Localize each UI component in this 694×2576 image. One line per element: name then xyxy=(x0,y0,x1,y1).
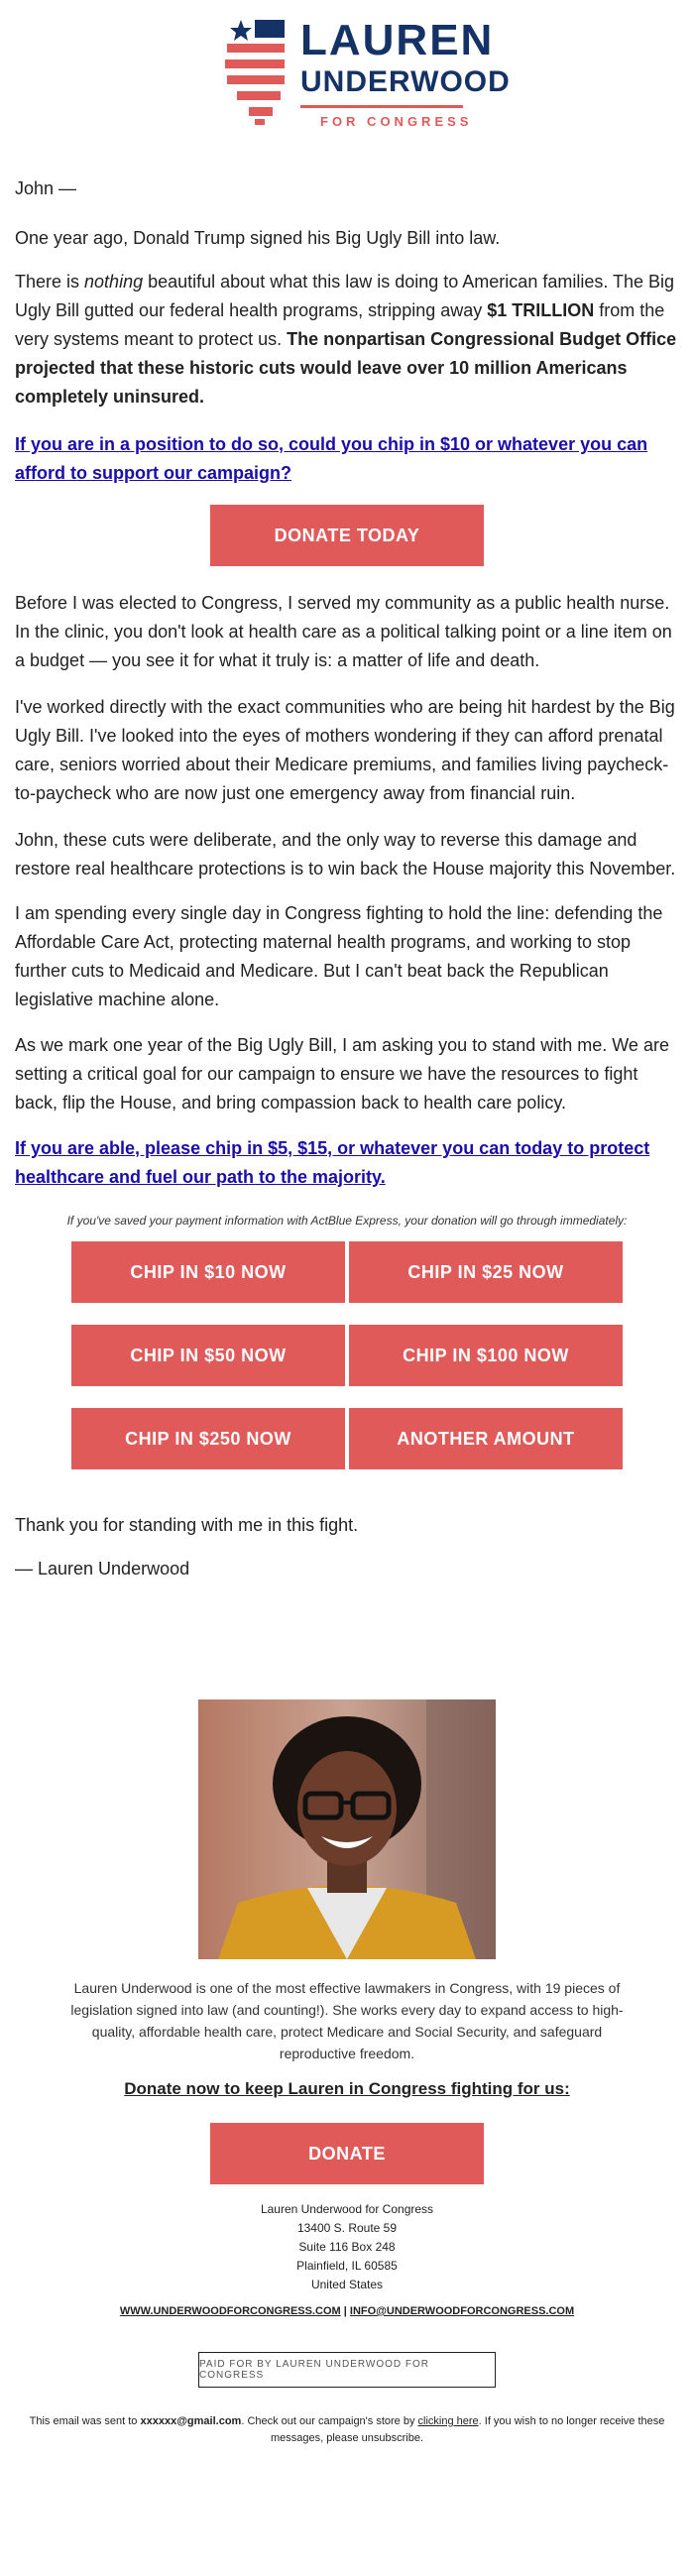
chip-50-button[interactable]: CHIP IN $50 NOW xyxy=(71,1325,345,1386)
fine-print xyxy=(25,2413,669,2447)
p2-bold-trillion: $1 TRILLION xyxy=(487,300,595,320)
candidate-bio: Lauren Underwood is one of the most effective lawmakers in Congress, with 19 pieces of legislation signed into law (and counting!). She works every day to expand access to high-quality, affordable health care, protect Medicare and Social Security, and safeguard reproductive freedom. xyxy=(70,1980,624,2061)
logo-divider xyxy=(300,105,463,108)
address-line: Suite 116 Box 248 xyxy=(298,2240,396,2254)
logo-wordmark xyxy=(300,16,511,129)
footer-links xyxy=(0,2305,694,2317)
paragraph-3: Before I was elected to Congress, I served my community as a public health nurse. In the clinic, you don't look at health care as a political talking point or a line item on a budget — you see it for what it truly is: a matter of life and death. xyxy=(15,593,672,670)
logo-for-congress: FOR CONGRESS xyxy=(320,114,473,129)
paragraph-4: I've worked directly with the exact communities who are being hit hardest by the Big Ugly Bill. I've looked into the eyes of mothers wondering if they can afford prenatal care, seniors worried about their Medicare premiums, and families living paycheck-to-paycheck who are now just one emergency away from financial ruin. xyxy=(15,697,675,803)
fine-text-b: . Check out our campaign's store by xyxy=(241,2415,418,2427)
paragraph-6: I am spending every single day in Congress fighting to hold the line: defending the Affordable Care Act, protecting maternal health programs, and working to stop further cuts to Medicaid and Medicare. But I can't beat back the Republican legislative machine alone. xyxy=(15,903,663,1009)
p2-text-c: from the very systems meant to protect us. xyxy=(15,300,665,349)
campaign-logo xyxy=(223,16,511,129)
thanks-line: Thank you for standing with me in this fight. xyxy=(15,1515,359,1535)
candidate-portrait-image xyxy=(198,1699,496,1959)
address-line: United States xyxy=(310,2278,384,2291)
chip-100-button[interactable]: CHIP IN $100 NOW xyxy=(349,1325,623,1386)
logo-lauren: LAUREN xyxy=(300,16,495,64)
p2-emphasis: nothing xyxy=(84,272,144,292)
paid-for-disclaimer: PAID FOR BY LAUREN UNDERWOOD FOR CONGRESS xyxy=(198,2352,496,2388)
fine-text-c: . If you wish to no longer receive these messages, please unsubscribe. xyxy=(270,2415,665,2444)
candidate-photo xyxy=(198,1699,496,1959)
paragraph-1: One year ago, Donald Trump signed his Big Ugly Bill into law. xyxy=(15,228,501,248)
logo-underwood: UNDERWOOD xyxy=(300,65,511,98)
recipient-email: xxxxxx@gmail.com xyxy=(140,2415,242,2427)
website-link[interactable]: WWW.UNDERWOODFORCONGRESS.COM xyxy=(119,2305,341,2317)
paragraph-5: John, these cuts were deliberate, and the only way to reverse this damage and restore real healthcare protections is to win back the House majority this November. xyxy=(15,830,676,878)
actblue-express-note: If you've saved your payment information with ActBlue Express, your donation will go through immediately: xyxy=(66,1214,628,1228)
address-line: Lauren Underwood for Congress xyxy=(260,2202,434,2216)
p2-bold-cbo: The nonpartisan Congressional Budget Office projected that these historic cuts would leave over 10 million Americans completely uninsured. xyxy=(15,329,677,407)
illinois-flag-icon xyxy=(223,18,287,129)
link-separator: | xyxy=(340,2305,350,2317)
chip-10-button[interactable]: CHIP IN $10 NOW xyxy=(71,1241,345,1303)
chip-25-button[interactable]: CHIP IN $25 NOW xyxy=(349,1241,623,1303)
footer-donate-heading: Donate now to keep Lauren in Congress fighting for us: xyxy=(124,2079,570,2098)
ask-link-1[interactable]: If you are in a position to do so, could you chip in $10 or whatever you can afford to support our campaign? xyxy=(15,434,648,483)
another-amount-button[interactable]: ANOTHER AMOUNT xyxy=(349,1408,623,1469)
p2-text-a: There is xyxy=(15,272,85,292)
p2-text-b: beautiful about what this law is doing to American families. The Big Ugly Bill gutted our federal health programs, stripping away xyxy=(15,272,675,320)
ask-link-2[interactable]: If you are able, please chip in $5, $15, or whatever you can today to protect healthcare and fuel our path to the majority. xyxy=(15,1138,650,1187)
email-contact-link[interactable]: INFO@UNDERWOODFORCONGRESS.COM xyxy=(349,2305,575,2317)
greeting: John — xyxy=(15,178,77,198)
mailing-address xyxy=(0,2200,694,2294)
address-line: 13400 S. Route 59 xyxy=(296,2221,398,2235)
donate-today-button[interactable]: DONATE TODAY xyxy=(210,505,484,566)
fine-text-a: This email was sent to xyxy=(29,2415,141,2427)
paragraph-2 xyxy=(15,268,679,411)
paragraph-7: As we mark one year of the Big Ugly Bill, I am asking you to stand with me. We are setting a critical goal for our campaign to ensure we have the resources to fight back, flip the House, and bring compassion back to health care policy. xyxy=(15,1035,669,1112)
store-link[interactable]: clicking here xyxy=(417,2415,479,2427)
chip-250-button[interactable]: CHIP IN $250 NOW xyxy=(71,1408,345,1469)
signoff: — Lauren Underwood xyxy=(15,1559,190,1579)
footer-donate-button[interactable]: DONATE xyxy=(210,2123,484,2184)
address-line: Plainfield, IL 60585 xyxy=(296,2259,398,2273)
